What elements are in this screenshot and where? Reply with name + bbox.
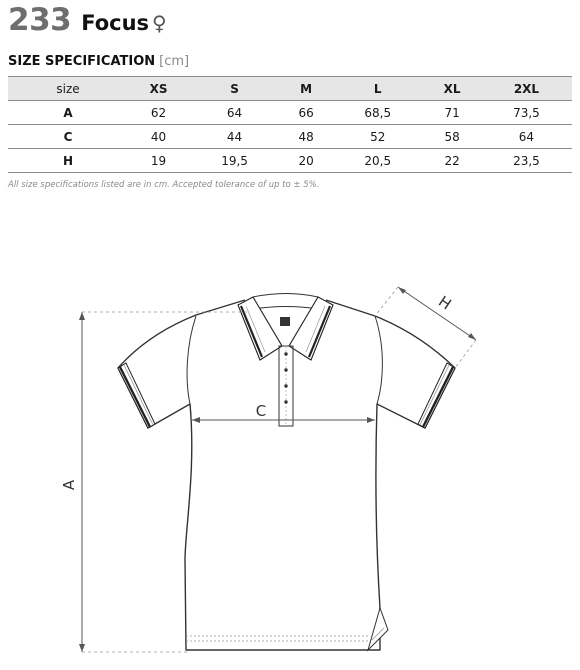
table-cell: 19 (128, 149, 189, 173)
arrow-up-icon (79, 312, 85, 320)
arrow-left-icon (192, 417, 200, 423)
sleeve-cuff-left (118, 363, 155, 428)
table-cell: 19,5 (189, 149, 280, 173)
table-cell: 52 (332, 125, 423, 149)
dimension-h-guide (455, 340, 476, 368)
table-cell: 58 (423, 125, 481, 149)
table-cell: 68,5 (332, 101, 423, 125)
collar-back (253, 294, 318, 310)
dimension-h-line (398, 287, 476, 340)
table-cell: 20,5 (332, 149, 423, 173)
female-icon: ♀ (152, 11, 167, 35)
label-icon (280, 317, 290, 326)
arrow-down-icon (79, 644, 85, 652)
table-cell: 66 (280, 101, 332, 125)
column-header: L (332, 77, 423, 101)
dimension-h-guide (375, 287, 398, 316)
table-cell: 64 (481, 125, 572, 149)
dimension-c-label: C (255, 402, 267, 420)
model-number: 233 (8, 2, 72, 38)
dimension-h-label: H (435, 292, 455, 314)
button-icon (284, 368, 287, 371)
table-cell: A (8, 101, 128, 125)
column-header: XL (423, 77, 481, 101)
table-cell: 73,5 (481, 101, 572, 125)
tolerance-note: All size specifications listed are in cm. Accepted tolerance of up to ± 5%. (8, 180, 320, 190)
model-name: Focus (81, 11, 150, 35)
unit-label: [cm] (159, 54, 190, 69)
column-header: 2XL (481, 77, 572, 101)
arrow-right-icon (367, 417, 375, 423)
table-cell: 64 (189, 101, 280, 125)
column-header: XS (128, 77, 189, 101)
section-title-text: SIZE SPECIFICATION (8, 54, 156, 69)
table-cell: 44 (189, 125, 280, 149)
table-cell: C (8, 125, 128, 149)
button-icon (284, 352, 287, 355)
table-cell: 23,5 (481, 149, 572, 173)
button-icon (284, 400, 287, 403)
arrow-icon (398, 287, 406, 294)
sleeve-cuff-right (418, 363, 455, 428)
column-header: size (8, 77, 128, 101)
side-vent (368, 608, 388, 650)
table-cell: H (8, 149, 128, 173)
column-header: S (189, 77, 280, 101)
table-cell: 48 (280, 125, 332, 149)
column-header: M (280, 77, 332, 101)
table-cell: 40 (128, 125, 189, 149)
dimension-a-label: A (60, 479, 78, 491)
table-cell: 22 (423, 149, 481, 173)
armhole-right (375, 316, 382, 404)
table-cell: 20 (280, 149, 332, 173)
armhole-left (187, 316, 196, 404)
table-cell: 62 (128, 101, 189, 125)
button-icon (284, 384, 287, 387)
arrow-icon (468, 333, 476, 340)
table-cell: 71 (423, 101, 481, 125)
